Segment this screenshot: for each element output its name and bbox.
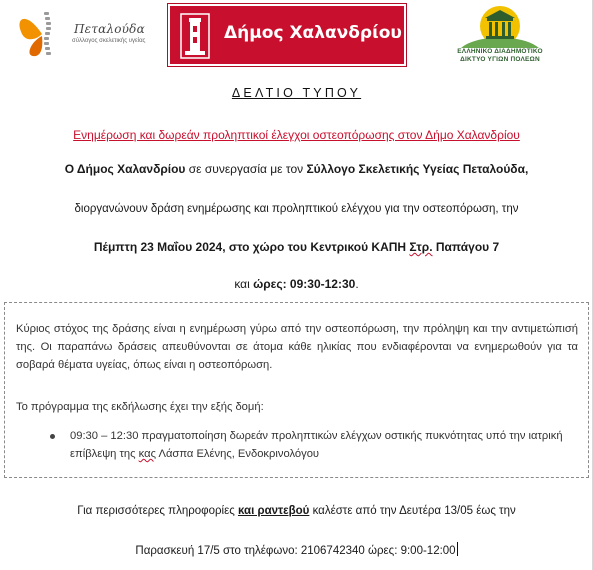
- event-date-text: Πέμπτη 23 Μαΐου 2024, στο χώρο του Κεντρικού ΚΑΠΗ: [93, 240, 410, 254]
- contact-info-line1: [0, 505, 593, 517]
- intro-line: [0, 162, 593, 176]
- contact-info-line2: [0, 542, 593, 557]
- intro-org-association: Σύλλογο Σκελετικής Υγείας Πεταλούδα,: [306, 162, 529, 176]
- healthy-cities-caption-line2: ΔΙΚΤΥΟ ΥΓΙΩΝ ΠΟΛΕΩΝ: [460, 56, 540, 63]
- program-bullet-item: [70, 427, 578, 463]
- program-bullet-doctor: Λάσπα Ελένης, Ενδοκρινολόγου: [155, 448, 320, 460]
- event-hours: [0, 277, 593, 291]
- butterfly-icon: [16, 8, 72, 60]
- street-abbreviation: Στρ.: [409, 240, 433, 254]
- goal-paragraph: Κύριος στόχος της δράσης είναι η ενημέρωση γύρω από την οστεοπόρωση, την πρόληψη και την αντιμετώπισή της. Οι παραπάνω δράσεις απευθύνονται σε άτομα κάθε ηλικίας που ενδιαφέρονται να ενημερωθούν για τα σοβαρά θέματα υγείας, όπως είναι η οστεοπόρωση.: [16, 323, 578, 371]
- organize-line: διοργανώνουν δράση ενημέρωσης και προληπτικού ελέγχου για την οστεοπόρωση, την: [74, 203, 519, 215]
- bullet-icon: [50, 434, 55, 439]
- petalouda-logo-name: Πεταλούδα: [74, 22, 145, 36]
- healthy-cities-caption-line1: ΕΛΛΗΝΙΚΟ ΔΙΑΔΗΜΟΤΙΚΟ: [457, 48, 543, 55]
- municipality-logo: [168, 4, 406, 66]
- program-bullet-text: 09:30 – 12:30 πραγματοποίηση δωρεάν προληπτικών ελέγχων οστικής πυκνότητας υπό την ιατρική επίβλεψη της: [70, 430, 563, 460]
- healthy-cities-emblem-icon: [447, 4, 553, 48]
- event-hours-prefix: και: [234, 277, 254, 291]
- document-subject: Ενημέρωση και δωρεάν προληπτικοί έλεγχοι οστεοπόρωσης στον Δήμο Χαλανδρίου: [73, 128, 520, 142]
- program-intro-paragraph: Το πρόγραμμα της εκδήλωσης έχει την εξής δομή:: [16, 401, 264, 413]
- program-bullet-flagged-word: κας: [138, 448, 156, 460]
- municipality-logo-title: Δήμος Χαλανδρίου: [224, 23, 402, 43]
- tower-crest-icon: [180, 13, 210, 59]
- contact-info-prefix: Για περισσότερες πληροφορίες: [77, 505, 238, 517]
- contact-phone-hours: Παρασκευή 17/5 στο τηλέφωνο: 2106742340 ώρες: 9:00-12:00: [135, 545, 456, 557]
- healthy-cities-logo: [447, 4, 553, 66]
- contact-info-dates: καλέστε από την Δευτέρα 13/05 έως την: [309, 505, 516, 517]
- petalouda-logo-tagline: σύλλογος σκελετικής υγείας: [72, 38, 146, 44]
- intro-org-municipality: Ο Δήμος Χαλανδρίου: [64, 162, 186, 176]
- intro-middle-text: σε συνεργασία με τον: [185, 162, 307, 176]
- event-street-text: Παπάγου 7: [432, 240, 500, 254]
- document-title: ΔΕΛΤΙΟ ΤΥΠΟΥ: [231, 86, 362, 100]
- event-hours-value: ώρες: 09:30-12:30: [253, 277, 356, 291]
- event-hours-suffix: .: [355, 277, 359, 291]
- event-date-location: [0, 240, 593, 254]
- contact-info-appointment: και ραντεβού: [237, 505, 310, 517]
- text-cursor: [457, 542, 458, 556]
- petalouda-logo: [16, 8, 146, 60]
